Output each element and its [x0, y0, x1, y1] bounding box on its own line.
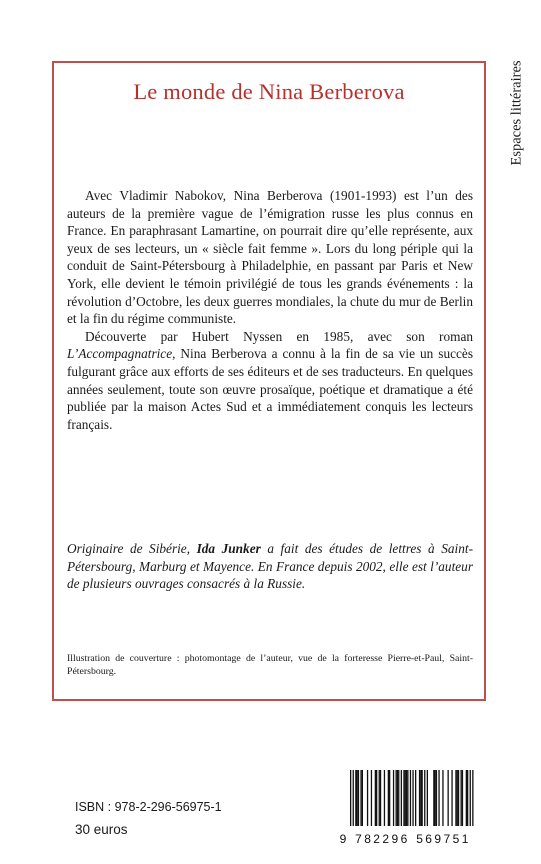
barcode-bar [398, 770, 399, 826]
book-title: Le monde de Nina Berberova [133, 79, 405, 104]
barcode-bar [376, 770, 377, 826]
barcode-bar [393, 770, 394, 826]
author-bio: Originaire de Sibérie, Ida Junker a fait des études de lettres à Saint-Pétersbourg, Marburg et Mayence. En France depuis 2002, elle est l’auteur de plusieurs ouvrages consacrés à la Russie. [67, 541, 474, 592]
barcode-bar [353, 770, 354, 826]
barcode-bar [470, 770, 471, 826]
barcode-bar [405, 770, 406, 826]
barcode-bar [380, 770, 381, 826]
barcode-bar [422, 770, 423, 826]
barcode-bar [407, 770, 408, 826]
barcode-bar [367, 770, 368, 826]
barcode-digit: 5 [452, 832, 460, 846]
barcode-bar [466, 770, 467, 826]
barcode-bar [379, 770, 380, 826]
book-summary [67, 187, 473, 433]
barcode-bar [388, 770, 389, 826]
barcode-bar [427, 770, 428, 826]
barcode-bar [360, 770, 361, 826]
barcode-bar [461, 770, 462, 826]
barcode-bar [462, 770, 463, 826]
barcode-bar [433, 770, 434, 826]
barcode-digit: 9 [391, 832, 399, 846]
barcode-bar [419, 770, 420, 826]
summary-paragraph-2: Découverte par Hubert Nyssen en 1985, avec son roman L’Accompagnatrice, Nina Berberova a connu à la fin de sa vie un succès fulgurant grâce aux efforts de ses éditeurs et de ses traducteurs. En quelques années seulement, toute son œuvre prosaïque, poétique et dramatique a été publiée par la maison Actes Sud et a immédiatement conquis les lecteurs français. [67, 328, 473, 432]
price-label: 30 euros [75, 822, 128, 837]
series-name: Espaces littéraires [508, 59, 525, 166]
cover-illustration-credit: Illustration de couverture : photomontage de l’auteur, vue de la forteresse Pierre-et-Paul, Saint-Pétersbourg. [67, 653, 473, 677]
barcode-digit: 5 [416, 832, 423, 846]
barcode-bar [412, 770, 413, 826]
barcode-bar [362, 770, 363, 826]
barcode-bar [403, 770, 404, 826]
barcode-bar [435, 770, 436, 826]
barcode-bar [457, 770, 458, 826]
barcode-bar [371, 770, 372, 826]
barcode-bar [410, 770, 411, 826]
barcode-bar [415, 770, 416, 826]
barcode-digit: 2 [373, 832, 380, 846]
barcode-bar [397, 770, 398, 826]
barcode-bars [339, 770, 480, 826]
barcode-digit: 7 [443, 832, 451, 846]
isbn-number: ISBN : 978-2-296-56975-1 [75, 800, 222, 814]
barcode-bar [472, 770, 473, 826]
barcode-bar [358, 770, 359, 826]
barcode-bar [384, 770, 385, 826]
barcode-bar [451, 770, 452, 826]
barcode-bar [355, 770, 356, 826]
barcode-bar [438, 770, 439, 826]
barcode-digit: 7 [355, 832, 362, 846]
barcode-bar [389, 770, 390, 826]
barcode-bar [375, 770, 376, 826]
barcode-bar [424, 770, 425, 826]
barcode-bar [401, 770, 402, 826]
barcode-bar [458, 770, 459, 826]
barcode-bar [455, 770, 456, 826]
barcode-bar [442, 770, 443, 826]
barcode-digit: 1 [461, 832, 469, 846]
barcode-digits [339, 827, 480, 847]
barcode-bar [350, 770, 351, 826]
barcode-bar [448, 770, 449, 826]
barcode-digit: 9 [434, 832, 442, 846]
barcode-bar [406, 770, 407, 826]
barcode-digit: 2 [382, 832, 390, 846]
novel-title: L’Accompagnatrice [67, 346, 173, 362]
barcode-digit: 6 [400, 832, 408, 846]
barcode-bar [396, 770, 397, 826]
series-spine-label [504, 45, 530, 180]
summary-paragraph-1: Avec Vladimir Nabokov, Nina Berberova (1901-1993) est l’un des auteurs de la première vague de l’émigration russe les plus connus en France. En paraphrasant Lamartine, on pourrait dire qu’elle représente, aux yeux de ses lecteurs, un « siècle fait femme ». Lors du long périple qui la conduit de Saint-Pétersbourg à Philadelphie, en passant par Paris et New York, elle devient le témoin privilégié de tous les grands événements : la révolution d’Octobre, les deux guerres mondiales, la chute du mur de Berlin et la fin du régime communiste. [67, 188, 473, 327]
barcode-bar [436, 770, 437, 826]
barcode-bar [420, 770, 421, 826]
barcode-digit: 6 [425, 832, 432, 846]
barcode-digit: 8 [364, 832, 371, 846]
barcode-digit: 9 [339, 832, 347, 846]
author-name: Ida Junker [196, 541, 261, 556]
back-cover-frame [52, 61, 486, 701]
barcode-bar [467, 770, 468, 826]
barcode-bar [357, 770, 358, 826]
